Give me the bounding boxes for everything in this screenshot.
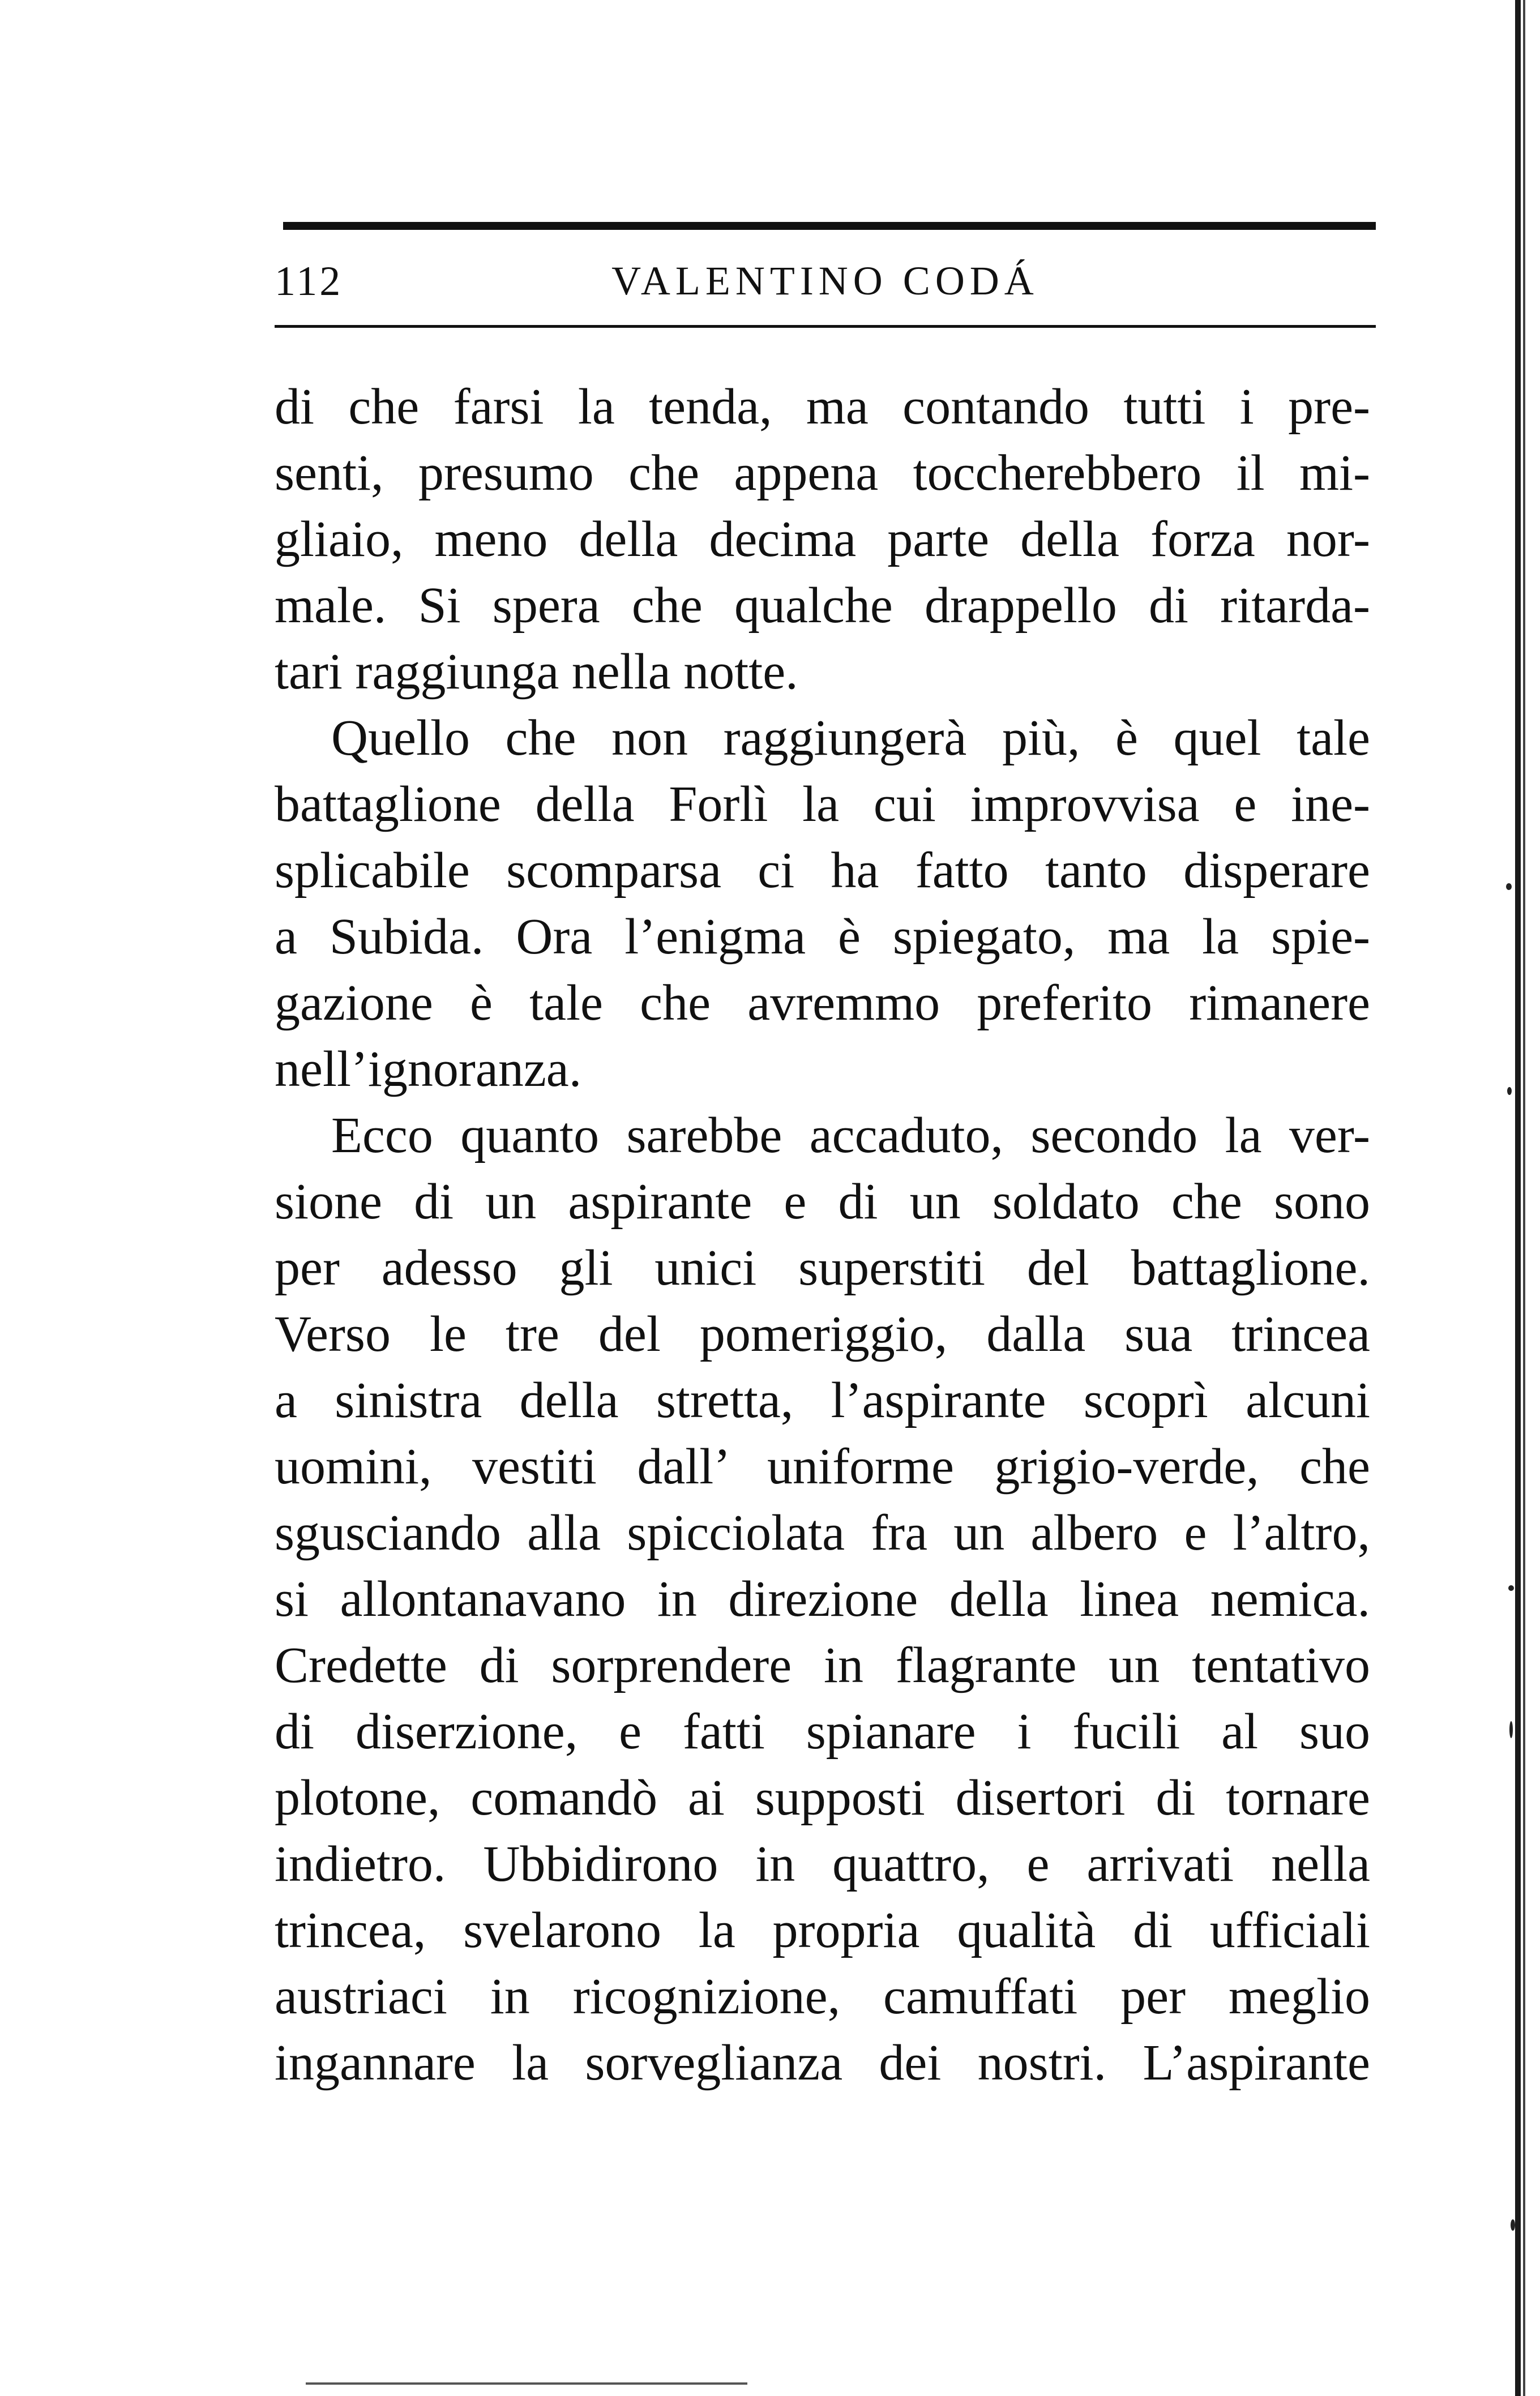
running-title: VALENTINO CODÁ	[611, 258, 1039, 303]
text-line: Quello che non raggiungerà più, è quel tale	[331, 710, 1370, 766]
text-line: di diserzione, e fatti spianare i fucili al suo	[275, 1704, 1370, 1760]
text-line: ingannare la sorveglianza dei nostri. L’aspirante	[275, 2035, 1370, 2091]
page-gutter-shadow-inner	[1523, 0, 1525, 2396]
text-line: plotone, comandò ai supposti disertori di tornare	[275, 1770, 1370, 1826]
text-line: austriaci in ricognizione, camuffati per meglio	[275, 1969, 1370, 2025]
scan-speck	[1509, 1721, 1513, 1738]
text-line: Verso le tre del pomeriggio, dalla sua trincea	[275, 1306, 1370, 1362]
top-rule	[283, 222, 1376, 230]
text-line: senti, presumo che appena toccherebbero il mi-	[275, 445, 1370, 501]
scan-speck	[1508, 1585, 1514, 1591]
text-line: tari raggiunga nella notte.	[275, 644, 798, 700]
text-line: Credette di sorprendere in flagrante un tentativo	[275, 1637, 1370, 1693]
text-line: trincea, svelarono la propria qualità di ufficiali	[275, 1902, 1370, 1958]
text-line: a sinistra della stretta, l’aspirante scoprì alcuni	[275, 1372, 1370, 1428]
text-line: a Subida. Ora l’enigma è spiegato, ma la spie-	[275, 909, 1370, 965]
text-line: battaglione della Forlì la cui improvvisa e ine-	[275, 776, 1370, 832]
body-text	[275, 374, 1370, 2096]
text-line: si allontanavano in direzione della linea nemica.	[275, 1571, 1370, 1627]
header-rule	[275, 325, 1376, 328]
text-line: splicabile scomparsa ci ha fatto tanto disperare	[275, 842, 1370, 898]
text-line: di che farsi la tenda, ma contando tutti i pre-	[275, 379, 1370, 435]
text-line: indietro. Ubbidirono in quattro, e arrivati nella	[275, 1836, 1370, 1892]
text-line: Ecco quanto sarebbe accaduto, secondo la ver-	[331, 1107, 1370, 1163]
text-line: male. Si spera che qualche drappello di ritarda-	[275, 577, 1370, 634]
text-line: gliaio, meno della decima parte della forza nor-	[275, 511, 1370, 567]
text-line: sione di un aspirante e di un soldato che sono	[275, 1174, 1370, 1230]
text-line: gazione è tale che avremmo preferito rimanere	[275, 975, 1370, 1031]
bottom-rule	[306, 2382, 747, 2385]
text-line: per adesso gli unici superstiti del battaglione.	[275, 1240, 1370, 1296]
page-header	[275, 258, 1376, 314]
scan-speck	[1507, 1087, 1512, 1095]
page-number: 112	[275, 258, 343, 305]
text-line: uomini, vestiti dall’ uniforme grigio-verde, che	[275, 1439, 1370, 1495]
text-line: sgusciando alla spicciolata fra un albero e l’altro,	[275, 1505, 1370, 1561]
scan-speck	[1511, 2219, 1515, 2231]
scan-speck	[1506, 883, 1512, 890]
text-line: nell’ignoranza.	[275, 1041, 582, 1097]
page-gutter-shadow	[1515, 0, 1521, 2396]
